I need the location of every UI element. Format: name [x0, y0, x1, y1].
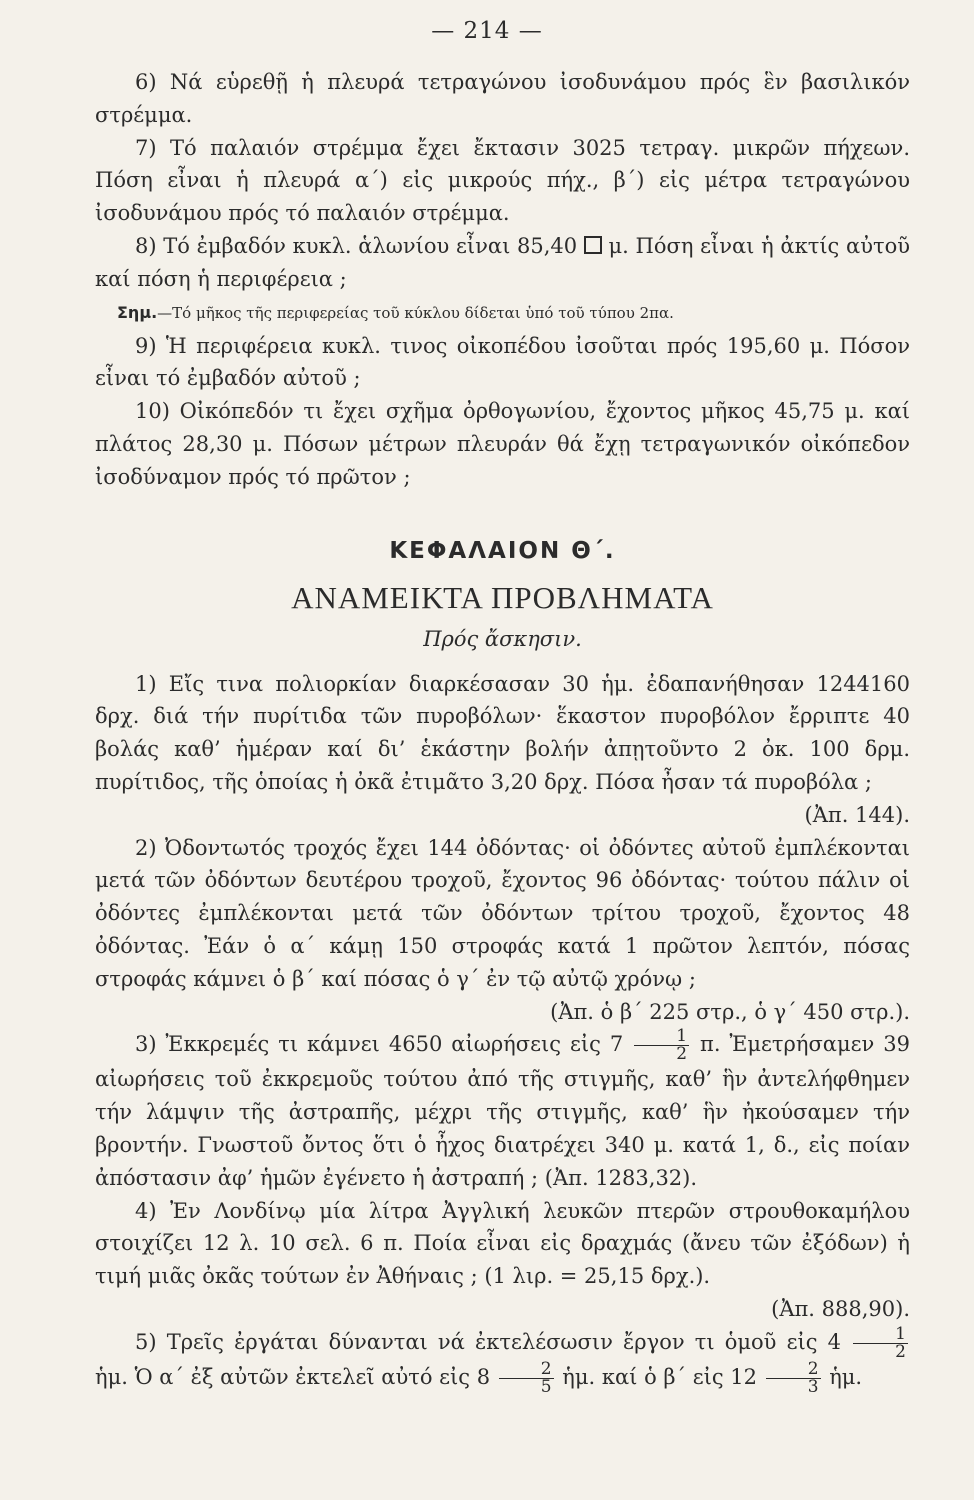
- note-label: Σημ.: [117, 302, 158, 322]
- problem-8: [95, 230, 910, 296]
- fraction-two-fifths: [499, 1358, 554, 1397]
- problem-7: 7) Τό παλαιόν στρέμμα ἔχει ἔκτασιν 3025 τετραγ. μικρῶν πήχεων. Πόση εἶναι ἡ πλευρά α΄) εἰς μικρούς πήχ., β΄) εἰς μέτρα τετραγώνου ἰσοδυνάμου πρός τό παλαιόν στρέμμα.: [95, 135, 910, 226]
- fraction-denominator: 2: [895, 1341, 906, 1362]
- problem-3-text-a: 3) Ἐκκρεμές τι κάμνει 4650 αἰωρήσεις εἰς 7: [135, 1032, 624, 1057]
- answer-1: (Ἀπ. 144).: [804, 802, 910, 827]
- fraction-denominator: 5: [540, 1376, 552, 1397]
- problem-9: 9) Ἡ περιφέρεια κυκλ. τινος οἰκοπέδου ἰσοῦται πρός 195,60 μ. Πόσον εἶναι τό ἐμβαδόν αὐτοῦ ;: [95, 333, 910, 391]
- problem-8-text-b: μ. Πόση εἶναι ἡ ἀκτίς αὐτοῦ καί πόση ἡ περιφέρεια ;: [95, 233, 910, 291]
- problem-3-text-b: π. Ἐμετρήσαμεν 39 αἰωρήσεις τοῦ ἐκκρεμοῦς τούτου ἀπό τῆς στιγμῆς, καθ’ ἣν ἀντελήφθημεν τήν λάμψιν τῆς ἀστραπῆς, μέχρι τῆς στιγμῆς, καθ’ ἣν ἠκούσαμεν τήν βροντήν. Γνωστοῦ ὄντος ὅτι ὁ ἦχος διατρέχει 340 μ. κατά 1, δ., εἰς ποίαν ἀπόστασιν ἀφ’ ἡμῶν ἐγένετο ἡ ἀστραπή ; (Ἀπ. 1283,32).: [95, 1032, 910, 1190]
- page-number: — 214 —: [431, 18, 543, 44]
- mixed-problem-3: [95, 1028, 910, 1194]
- mixed-problem-2: 2) Ὀδοντωτός τροχός ἔχει 144 ὀδόντας· οἱ ὀδόντες αὐτοῦ ἐμπλέκονται μετά τῶν ὀδόντων δευτέρου τροχοῦ, ἔχοντος 96 ὀδόντας· τούτου πάλιν οἱ ὀδόντες ἐμπλέκονται μετά τῶν ὀδόντων τρίτου τροχοῦ, ἔχοντος 48 ὀδόντας. Ἐάν ὁ α΄ κάμῃ 150 στροφάς κατά 1 πρῶτον λεπτόν, πόσας στροφάς κάμνει ὁ β΄ καί πόσας ὁ γ΄ ἐν τῷ αὐτῷ χρόνῳ ;: [95, 835, 910, 991]
- problem-5-text-a: 5) Τρεῖς ἐργάται δύνανται νά ἐκτελέσωσιν ἔργον τι ὁμοῦ εἰς: [135, 1329, 818, 1354]
- problem-8-text-a: 8) Τό ἐμβαδόν κυκλ. ἁλωνίου εἶναι 85,40: [135, 233, 578, 258]
- mixed-problem-5: [95, 1323, 910, 1397]
- page-content: [95, 66, 910, 1396]
- problem-5-whole-4: 4: [827, 1329, 842, 1354]
- square-symbol-icon: [584, 236, 602, 254]
- fraction-one-half-b: [853, 1323, 908, 1362]
- note-text: —Τό μῆκος τῆς περιφερείας τοῦ κύκλου δίδεται ὑπό τοῦ τύπου 2πα.: [157, 303, 674, 322]
- problem-6: 6) Νά εὑρεθῇ ἡ πλευρά τετραγώνου ἰσοδυνάμου πρός ἓν βασιλικόν στρέμμα.: [95, 70, 910, 127]
- answer-4: (Ἀπ. 888,90).: [771, 1296, 910, 1321]
- fraction-numerator: 2: [766, 1361, 821, 1379]
- note: [95, 296, 910, 330]
- problem-10: 10) Οἰκόπεδόν τι ἔχει σχῆμα ὀρθογωνίου, ἔχοντος μῆκος 45,75 μ. καί πλάτος 28,30 μ. Πόσων μέτρων πλευράν θά ἔχῃ τετραγωνικόν οἰκόπεδον ἰσοδύναμον πρός τό πρῶτον ;: [95, 399, 910, 489]
- fraction-numerator: 2: [499, 1361, 554, 1379]
- problem-5-text-d: ἡμ. καί ὁ β΄ εἰς 12: [562, 1364, 757, 1389]
- mixed-problem-1: 1) Εἴς τινα πολιορκίαν διαρκέσασαν 30 ἡμ. ἐδαπανήθησαν 1244160 δρχ. διά τήν πυρίτιδα τῶν πυροβόλων· ἕκαστον πυροβόλον ἔρριπτε 40 βολάς καθ’ ἡμέραν καί δι’ ἑκάστην βολήν ἀπῃτοῦντο 2 ὀκ. 100 δρμ. πυρίτιδος, τῆς ὁποίας ἡ ὀκᾶ ἐτιμᾶτο 3,20 δρχ. Πόσα ἦσαν τά πυροβόλα ;: [95, 671, 910, 794]
- fraction-two-thirds: [766, 1358, 821, 1397]
- fraction-one-half: [634, 1028, 689, 1063]
- fraction-denominator: 2: [676, 1044, 688, 1065]
- problem-5-text-c: ἡμ. Ὁ α΄ ἐξ αὐτῶν ἐκτελεῖ αὐτό εἰς 8: [95, 1364, 491, 1389]
- fraction-numerator: 1: [853, 1326, 908, 1344]
- fraction-numerator: 1: [634, 1028, 689, 1046]
- section-subtitle: Πρός ἄσκησιν.: [423, 626, 582, 651]
- answer-2: (Ἀπ. ὁ β΄ 225 στρ., ὁ γ΄ 450 στρ.).: [550, 999, 910, 1024]
- chapter-heading: ΚΕΦΑΛΑΙΟΝ Θ΄.: [389, 537, 616, 564]
- mixed-problem-4: 4) Ἐν Λονδίνῳ μία λίτρα Ἀγγλική λευκῶν πτερῶν στρουθοκαμήλου στοιχίζει 12 λ. 10 σελ. 6 π. Ποία εἶναι εἰς δραχμάς (ἄνευ τῶν ἐξόδων) ἡ τιμή μιᾶς ὀκᾶς τούτων ἐν Ἀθήναις ; (1 λιρ. = 25,15 δρχ.).: [95, 1198, 910, 1289]
- problem-5-text-e: ἡμ.: [829, 1364, 863, 1389]
- fraction-denominator: 3: [807, 1376, 819, 1397]
- section-title: ΑΝΑΜΕΙΚΤΑ ΠΡΟΒΛΗΜΑΤΑ: [291, 579, 714, 615]
